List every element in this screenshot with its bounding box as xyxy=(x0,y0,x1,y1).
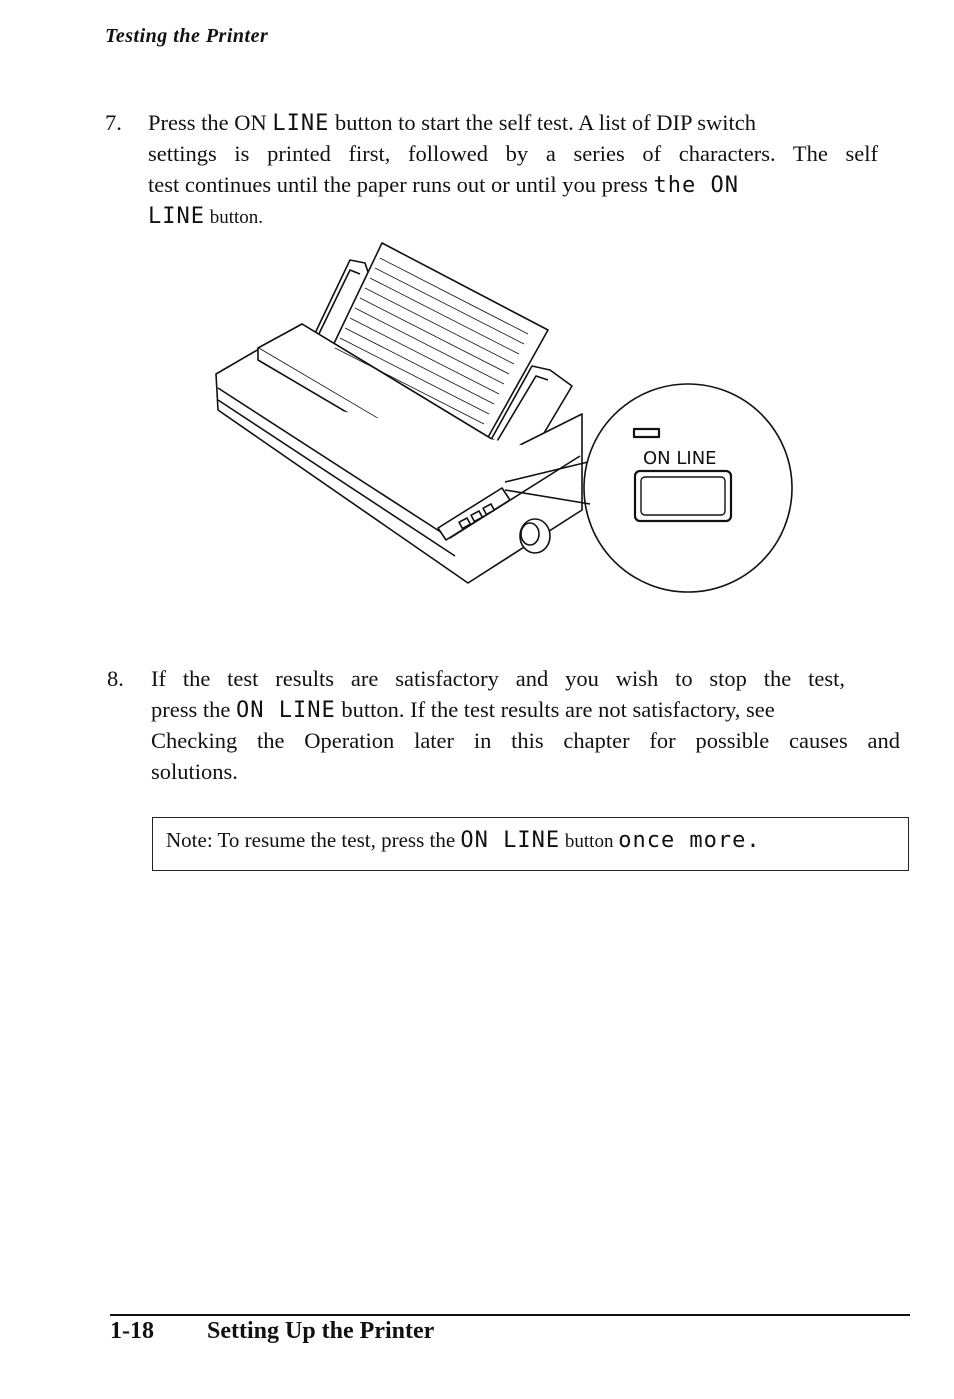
printer-illustration xyxy=(210,238,795,598)
note-box xyxy=(152,817,909,871)
on-line-panel-label: ON LINE xyxy=(643,448,717,469)
footer-title: Setting Up the Printer xyxy=(207,1318,435,1344)
running-head: Testing the Printer xyxy=(105,25,269,47)
on-line-button-ref: the ON xyxy=(653,173,740,198)
on-line-button-ref: LINE xyxy=(272,111,330,136)
step-line: test continues until the paper runs out or until you press the ON xyxy=(148,172,740,198)
step-number: 7. xyxy=(105,110,122,135)
page-number: 1-18 xyxy=(110,1318,154,1344)
step-line: settings is printed first, followed by a series of characters. The self xyxy=(148,141,878,166)
step-line: solutions. xyxy=(151,759,238,784)
step-line: Checking the Operation later in this chapter for possible causes and xyxy=(151,728,900,753)
footer-rule xyxy=(110,1314,910,1316)
note-text: Note: To resume the test, press the ON LINE button once more. xyxy=(166,828,761,853)
on-line-button-ref: ON LINE xyxy=(460,828,561,853)
step-number: 8. xyxy=(107,666,124,691)
step-line: Press the ON LINE button to start the self test. A list of DIP switch xyxy=(148,110,757,136)
on-line-button-ref: LINE xyxy=(148,204,205,229)
step-line: LINE button. xyxy=(148,204,264,229)
step-line: If the test results are satisfactory and you wish to stop the test, xyxy=(151,666,845,691)
step-line: press the ON LINE button. If the test results are not satisfactory, see xyxy=(151,697,775,723)
step-7 xyxy=(105,107,885,237)
step-8 xyxy=(107,663,907,793)
on-line-button-ref: ON LINE xyxy=(235,698,336,723)
